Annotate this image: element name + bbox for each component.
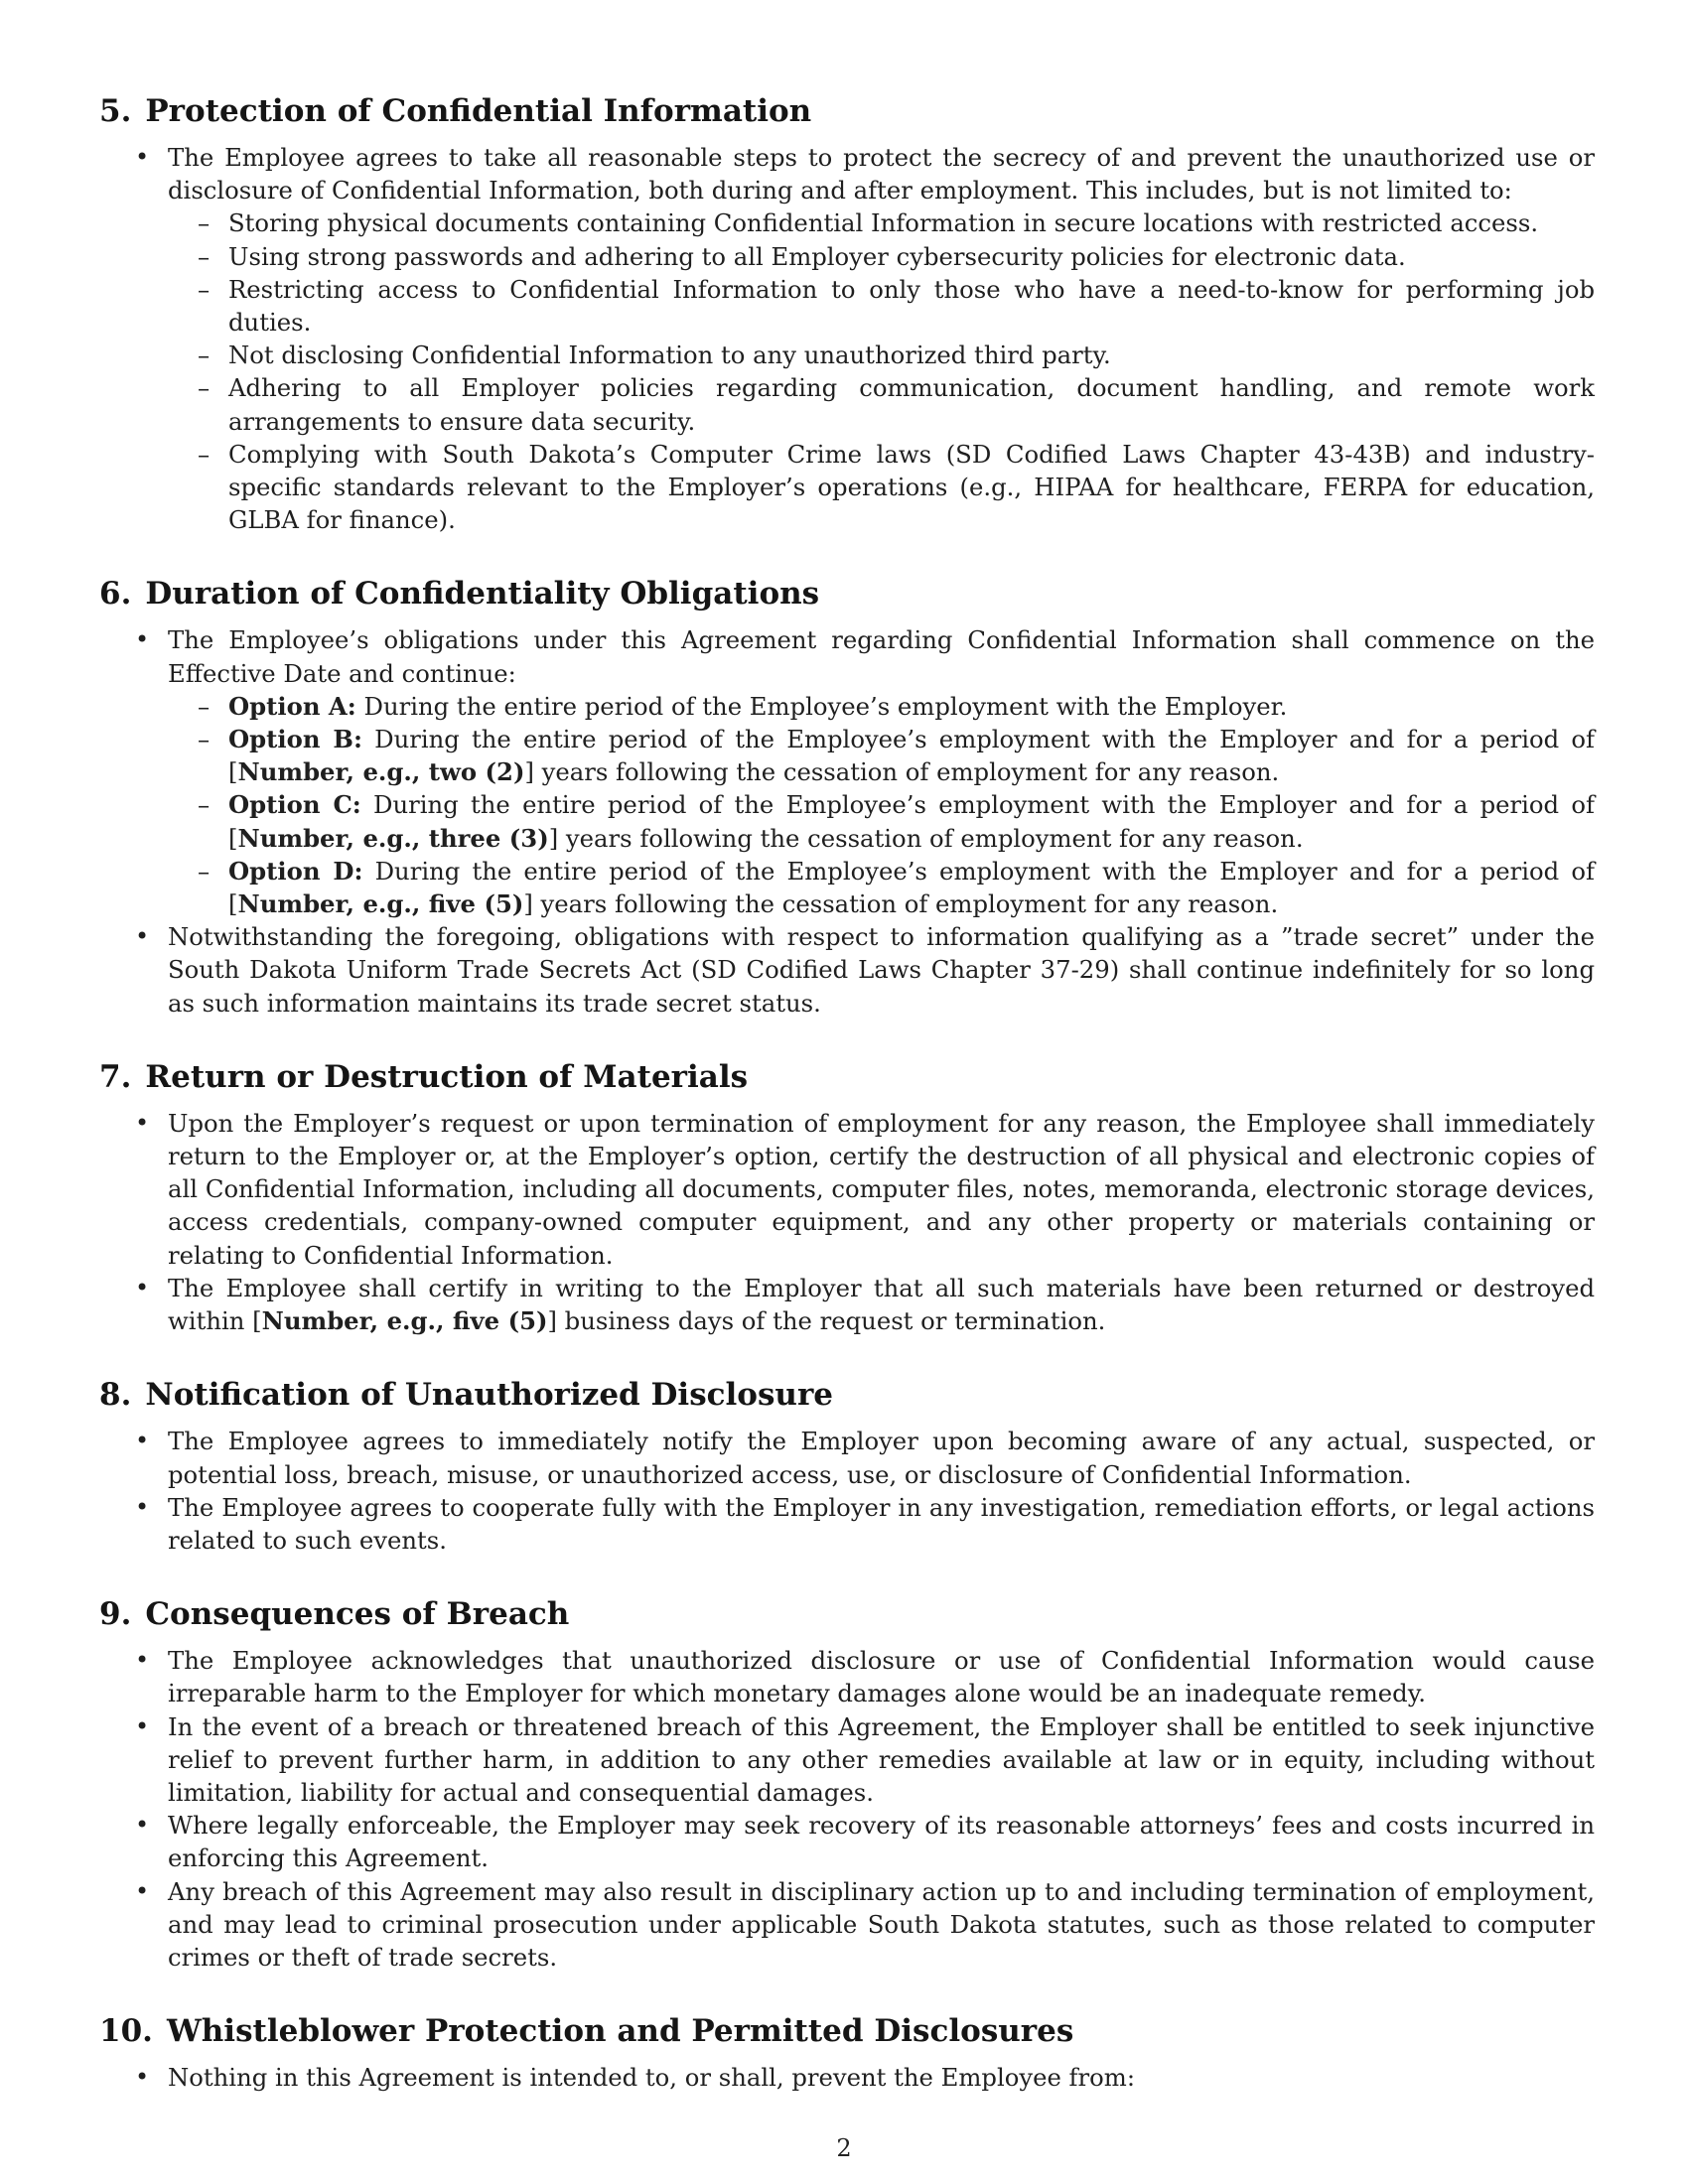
- bullet-list: [99, 623, 1595, 1019]
- sub-item: – Not disclosing Confidential Information to any unauthorized third party.: [168, 339, 1595, 371]
- section-title: Notification of Unauthorized Disclosure: [145, 1377, 834, 1414]
- sub-item: – Adhering to all Employer policies regarding communication, document handling, and remote work arrangements to ensure data security.: [168, 371, 1595, 437]
- section-number: 10.: [99, 2013, 153, 2050]
- sub-list: [168, 206, 1595, 536]
- placeholder-number: Number, e.g., five (5): [237, 889, 524, 919]
- section-heading: [99, 91, 1595, 131]
- option-c: [168, 788, 1595, 854]
- section-title: Consequences of Breach: [145, 1596, 570, 1633]
- option-label: Option A:: [228, 691, 356, 721]
- section-heading: [99, 1375, 1595, 1415]
- bullet-list: [99, 1644, 1595, 1974]
- bullet-list: [99, 2061, 1595, 2094]
- option-text: During the entire period of the Employee’s employment with the Employer.: [355, 691, 1288, 721]
- bullet-item: • The Employee agrees to immediately notify the Employer upon becoming aware of any actual, suspected, or potential loss, breach, misuse, or unauthorized access, use, or disclosure of Confidential Information.: [99, 1425, 1595, 1490]
- bullet-list: [99, 141, 1595, 536]
- section-8: [99, 1375, 1595, 1557]
- option-label: Option D:: [228, 856, 363, 886]
- section-5: [99, 91, 1595, 536]
- placeholder-number: Number, e.g., three (3): [237, 823, 549, 853]
- sub-item: – Restricting access to Confidential Information to only those who have a need-to-know for performing job duties.: [168, 273, 1595, 339]
- section-title: Whistleblower Protection and Permitted Disclosures: [166, 2013, 1074, 2050]
- sub-list: [168, 690, 1595, 920]
- placeholder-number: Number, e.g., two (2): [237, 757, 525, 787]
- option-text: ] years following the cessation of employment for any reason.: [523, 889, 1279, 919]
- bullet-item: [99, 141, 1595, 536]
- bullet-item: [99, 623, 1595, 920]
- section-heading: [99, 1057, 1595, 1097]
- bullet-item: • The Employee acknowledges that unauthorized disclosure or use of Confidential Information would cause irreparable harm to the Employer for which monetary damages alone would be an inadequate remedy.: [99, 1644, 1595, 1709]
- option-text: During the entire period of the Employee’s employment with the Employer and for a period of [: [228, 856, 1595, 919]
- option-b: [168, 723, 1595, 788]
- document-body: [99, 91, 1595, 2131]
- bullet-text: The Employee shall certify in writing to the Employer that all such materials have been returned or destroyed within [: [168, 1273, 1595, 1336]
- option-text: During the entire period of the Employee’s employment with the Employer and for a period of [: [228, 725, 1595, 787]
- bullet-text: The Employee agrees to take all reasonable steps to protect the secrecy of and prevent the unauthorized use or disclosure of Confidential Information, both during and after employment. This includes, but is not limited to:: [168, 143, 1595, 205]
- section-title: Return or Destruction of Materials: [145, 1058, 749, 1095]
- section-6: [99, 574, 1595, 1019]
- bullet-item: • Nothing in this Agreement is intended to, or shall, prevent the Employee from:: [99, 2061, 1595, 2094]
- section-9: [99, 1594, 1595, 1974]
- bullet-item: • Where legally enforceable, the Employer may seek recovery of its reasonable attorneys’ fees and costs incurred in enforcing this Agreement.: [99, 1809, 1595, 1874]
- section-number: 6.: [99, 576, 132, 613]
- bullet-item: • Upon the Employer’s request or upon termination of employment for any reason, the Employee shall immediately return to the Employer or, at the Employer’s option, certify the destruction of all physical and electronic copies of all Confidential Information, including all documents, computer files, notes, memoranda, electronic storage devices, access credentials, company-owned computer equipment, and any other property or materials containing or relating to Confidential Information.: [99, 1107, 1595, 1272]
- bullet-text: ] business days of the request or termination.: [547, 1306, 1106, 1336]
- page-number: 2: [836, 2134, 852, 2162]
- option-text: ] years following the cessation of employment for any reason.: [548, 823, 1304, 853]
- section-heading: [99, 574, 1595, 614]
- option-text: ] years following the cessation of employment for any reason.: [524, 757, 1280, 787]
- sub-item: – Storing physical documents containing Confidential Information in secure locations with restricted access.: [168, 206, 1595, 239]
- bullet-item: • In the event of a breach or threatened breach of this Agreement, the Employer shall be entitled to seek injunctive relief to prevent further harm, in addition to any other remedies available at law or in equity, including without limitation, liability for actual and consequential damages.: [99, 1710, 1595, 1810]
- sub-item: – Complying with South Dakota’s Computer Crime laws (SD Codified Laws Chapter 43-43B) and industry-specific standards relevant to the Employer’s operations (e.g., HIPAA for healthcare, FERPA for education, GLBA for finance).: [168, 438, 1595, 537]
- section-10: [99, 2011, 1595, 2094]
- placeholder-number: Number, e.g., five (5): [261, 1306, 548, 1336]
- option-label: Option C:: [228, 790, 361, 820]
- bullet-item: • Notwithstanding the foregoing, obligations with respect to information qualifying as a ”trade secret” under the South Dakota Uniform Trade Secrets Act (SD Codified Laws Chapter 37-29) shall continue indefinitely for so long as such information maintains its trade secret status.: [99, 920, 1595, 1020]
- bullet-list: [99, 1425, 1595, 1557]
- section-heading: [99, 2011, 1595, 2051]
- option-label: Option B:: [228, 725, 362, 754]
- section-number: 8.: [99, 1377, 132, 1414]
- option-d: [168, 855, 1595, 920]
- section-number: 5.: [99, 93, 132, 129]
- section-7: [99, 1057, 1595, 1337]
- bullet-list: [99, 1107, 1595, 1337]
- section-number: 9.: [99, 1596, 132, 1633]
- bullet-item: • The Employee agrees to cooperate fully with the Employer in any investigation, remediation efforts, or legal actions related to such events.: [99, 1491, 1595, 1557]
- bullet-text: The Employee’s obligations under this Agreement regarding Confidential Information shall commence on the Effective Date and continue:: [168, 625, 1595, 688]
- sub-item: – Using strong passwords and adhering to all Employer cybersecurity policies for electronic data.: [168, 240, 1595, 273]
- option-text: During the entire period of the Employee’s employment with the Employer and for a period of [: [228, 790, 1595, 853]
- bullet-item: [99, 1272, 1595, 1337]
- section-title: Duration of Confidentiality Obligations: [145, 576, 820, 613]
- option-a: [168, 690, 1595, 723]
- bullet-item: • Any breach of this Agreement may also result in disciplinary action up to and including termination of employment, and may lead to criminal prosecution under applicable South Dakota statutes, such as those related to computer crimes or theft of trade secrets.: [99, 1875, 1595, 1975]
- section-heading: [99, 1594, 1595, 1634]
- section-number: 7.: [99, 1058, 132, 1095]
- section-title: Protection of Confidential Information: [145, 93, 812, 129]
